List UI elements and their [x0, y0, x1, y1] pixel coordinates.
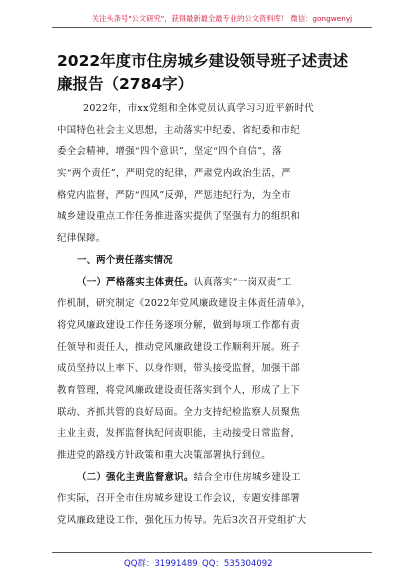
body-line: 实“两个责任”，严明党的纪律，严肃党内政治生活，严: [57, 168, 291, 180]
body-line: 教育管理，将党风廉政建设责任落实到个人，形成了上下: [57, 384, 301, 396]
body-line: 中国特色社会主义思想，主动落实中纪委、省纪委和市纪: [57, 124, 301, 136]
subsection-1-heading: （一）严格落实主体责任。: [77, 276, 194, 288]
title-line-1: 2022年度市住房城乡建设领导班子述责述: [57, 52, 349, 70]
qq-group-number: QQ群：31991489: [124, 559, 198, 569]
body-line: 主业主责，发挥监督执纪问责职能，主动接受日常监督，: [57, 428, 301, 440]
subsection-1-first-line: [57, 272, 357, 294]
body-line: 联动、齐抓共管的良好局面。全力支持纪检监察人员聚焦: [57, 406, 301, 418]
footer: [52, 556, 372, 572]
body-line: 作实际，召开全市住房城乡建设工作会议，专题安排部署: [57, 493, 301, 505]
subsection-2-first-line: [57, 467, 357, 489]
qq-contact-number: QQ：535304092: [202, 559, 273, 569]
body-line: 推进党的路线方针政策和重大决策部署执行到位。: [57, 450, 271, 461]
section-heading: 一、两个责任落实情况: [77, 254, 173, 266]
body-line: 委全会精神，增强“四个意识”，坚定“四个自信”，落: [57, 146, 282, 158]
header-rule: [52, 27, 372, 28]
footer-rule: [52, 552, 372, 553]
body-line: 2022年，市xx党组和全体党员认真学习习近平新时代: [83, 103, 315, 114]
subsection-1-text: 认真落实“一岗双责”工: [193, 276, 292, 288]
body-line: 任领导和责任人，推动党风廉政建设工作顺利开展。班子: [57, 341, 301, 353]
subsection-2-heading: （二）强化主责监督意识。: [77, 471, 194, 483]
subsection-2-text: 结合全市住房城乡建设工: [193, 471, 301, 483]
header-banner: 关注头条号"公文研究"，获得最新最全最专业的公文资料库！ 微信：gongwenyj: [91, 14, 353, 23]
body-line: 城乡建设重点工作任务推进落实提供了坚强有力的组织和: [57, 211, 301, 223]
body-line: 纪律保障。: [57, 233, 106, 245]
body-line: 将党风廉政建设工作任务逐项分解，做到每项工作都有责: [57, 319, 301, 331]
document-body: [57, 98, 357, 532]
body-line: 党风廉政建设工作，强化压力传导。先后3次召开党组扩大: [57, 515, 307, 527]
title-line-2: 廉报告（2784字）: [57, 75, 194, 93]
body-line: 成员坚持以上率下、以身作则，带头接受监督，加强干部: [57, 363, 301, 375]
body-line: 格党内监督，严防“四风”反弹，严惩违纪行为，为全市: [57, 189, 291, 201]
body-line: 作机制，研究制定《2022年党风廉政建设主体责任清单》，: [57, 298, 311, 310]
page-title: [57, 50, 357, 96]
